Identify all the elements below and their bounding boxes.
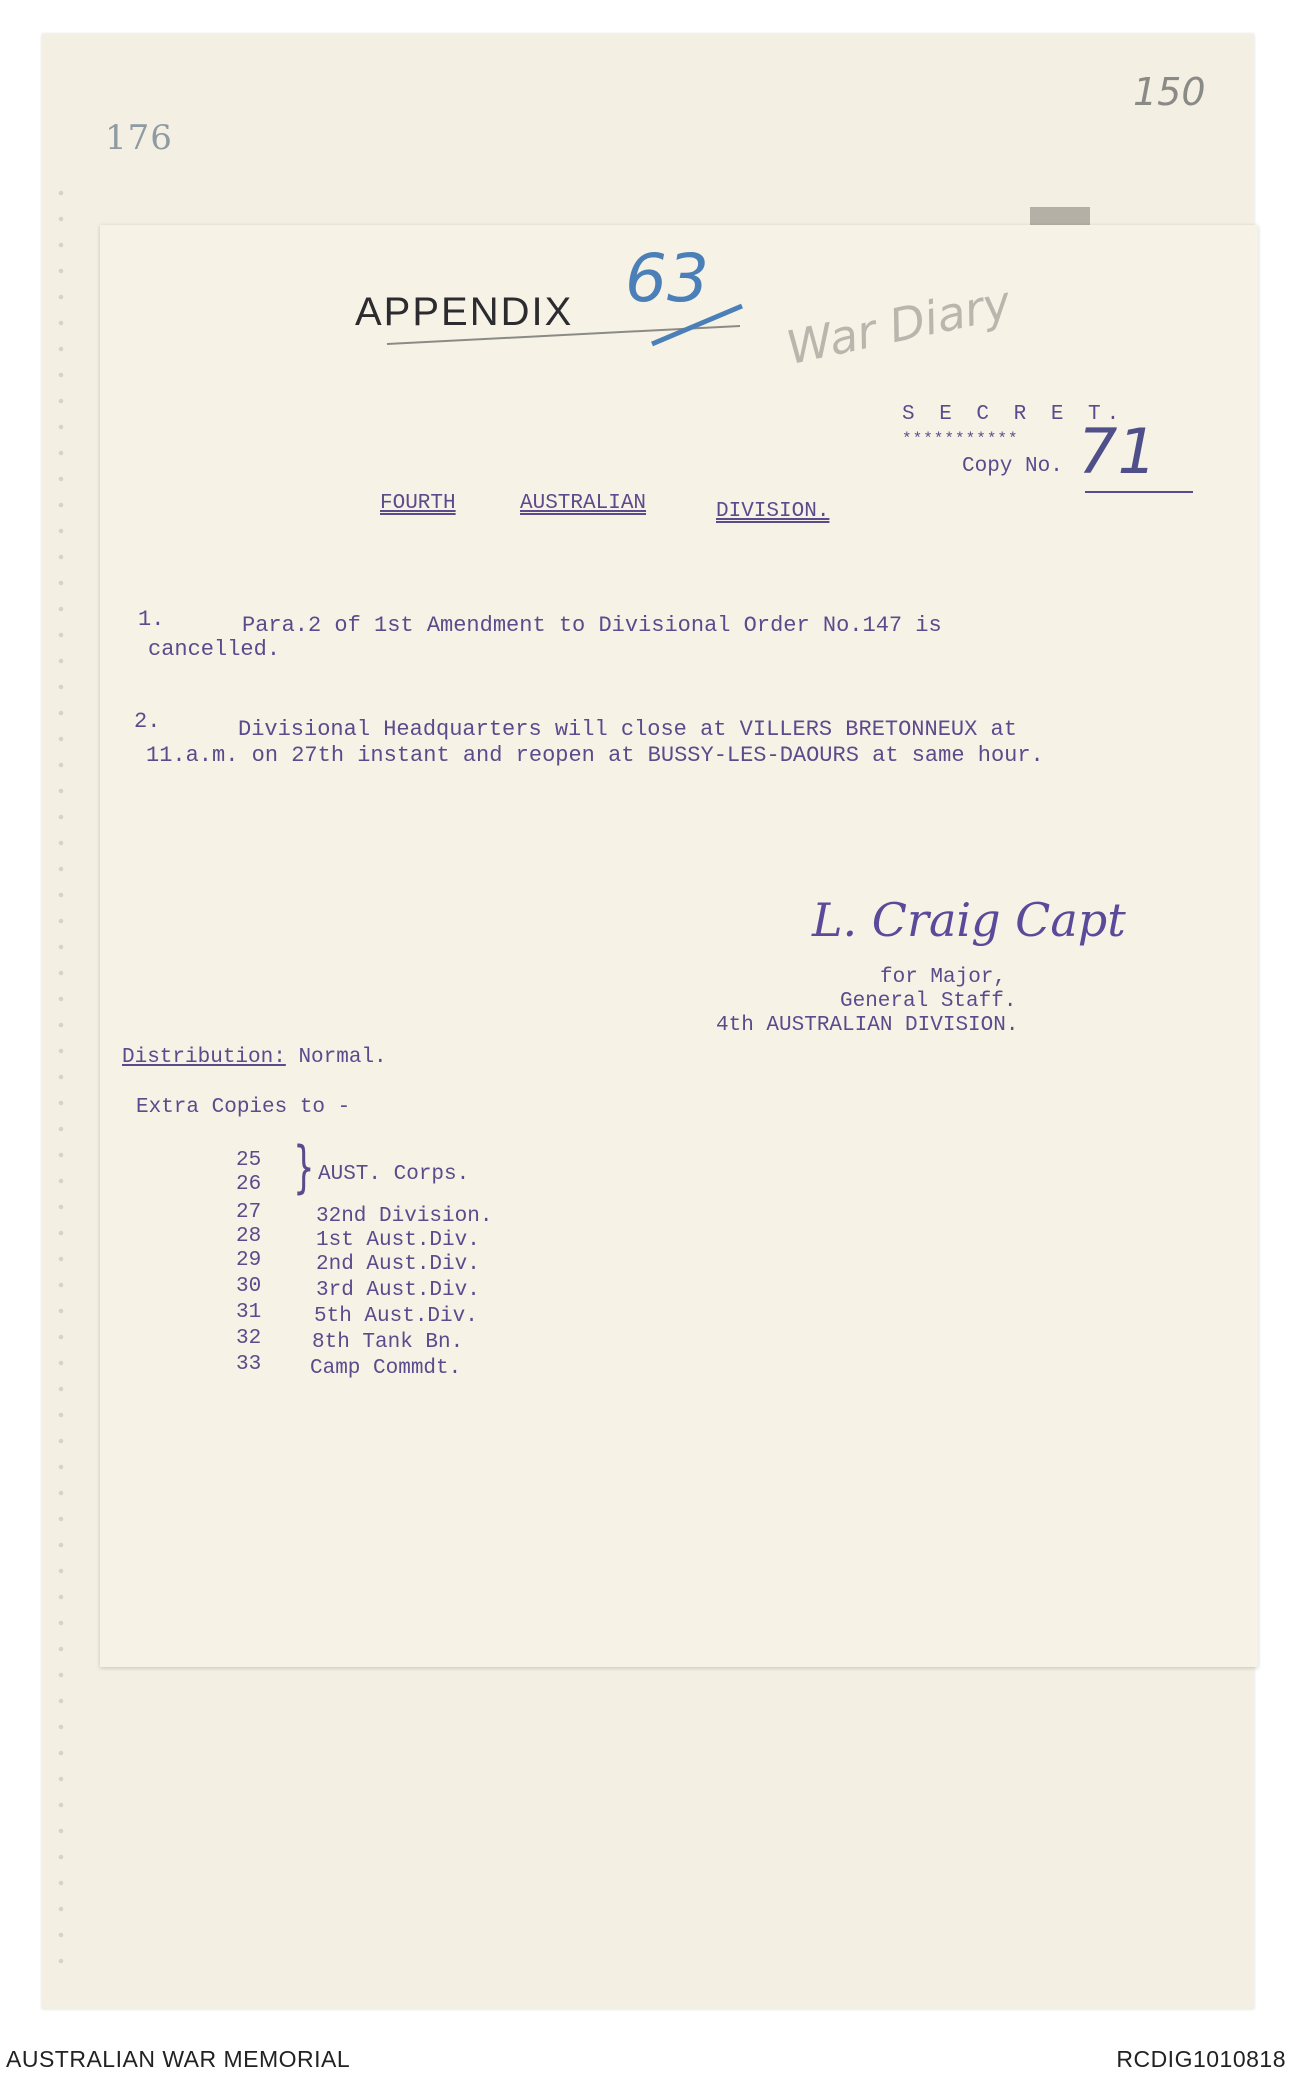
copy-row-28-num: 28 (236, 1225, 262, 1248)
copy-row-33-num: 33 (236, 1353, 262, 1376)
copy-number-line (1085, 488, 1195, 496)
paragraph-1-line-1: Para.2 of 1st Amendment to Divisional Order No.147 is (242, 613, 942, 638)
classification: S E C R E T. (902, 403, 1126, 426)
folio-number: 150 (1133, 70, 1206, 114)
copy-row-32-num: 32 (236, 1327, 262, 1350)
copy-row-32-dest: 8th Tank Bn. (312, 1331, 464, 1354)
signature-division: 4th AUSTRALIAN DIVISION. (716, 1014, 1019, 1037)
copy-row-29-num: 29 (236, 1249, 262, 1272)
copy-row-26-dest: AUST. Corps. (318, 1163, 470, 1186)
title-word-fourth: FOURTH (380, 492, 456, 515)
signature-staff: General Staff. (840, 990, 1017, 1013)
copy-row-30-num: 30 (236, 1275, 262, 1298)
war-diary-pencil-note: War Diary (781, 274, 1016, 376)
brace-25-26: } (293, 1135, 315, 1200)
distribution-value: Normal. (298, 1046, 387, 1069)
copy-row-31-num: 31 (236, 1301, 262, 1324)
paragraph-2-line-2: 11.a.m. on 27th instant and reopen at BUSSY-LES-DAOURS at same hour. (146, 743, 1044, 768)
signature-for-major: for Major, (880, 966, 1007, 989)
distribution-line (122, 1046, 387, 1069)
appendix-number: 63 (625, 240, 709, 317)
copy-row-25-num: 25 (236, 1149, 262, 1172)
copy-row-27-num: 27 (236, 1201, 262, 1224)
footer-record-id: RCDIG1010818 (1116, 2046, 1286, 2072)
classification-underline: *********** (902, 430, 1019, 448)
copy-row-28-dest: 1st Aust.Div. (316, 1229, 480, 1252)
footer-institution: AUSTRALIAN WAR MEMORIAL (6, 2046, 351, 2072)
copy-number: 71 (1078, 415, 1157, 488)
distribution-label: Distribution: (122, 1046, 286, 1069)
paragraph-1-number: 1. (138, 607, 165, 632)
appendix-stamp: APPENDIX (355, 290, 574, 334)
handwritten-signature: L. Craig Capt (812, 893, 1126, 947)
copy-row-30-dest: 3rd Aust.Div. (316, 1279, 480, 1302)
copy-row-27-dest: 32nd Division. (316, 1205, 493, 1228)
extra-copies-label: Extra Copies to - (136, 1096, 351, 1119)
archive-stamp-number: 176 (105, 118, 173, 158)
perforated-edge (58, 180, 64, 1980)
paragraph-2-line-1: Divisional Headquarters will close at VILLERS BRETONNEUX at (238, 717, 1017, 742)
title-word-division: DIVISION. (716, 500, 830, 523)
copy-row-26-num: 26 (236, 1173, 262, 1196)
title-word-australian: AUSTRALIAN (520, 492, 647, 515)
copy-row-33-dest: Camp Commdt. (310, 1357, 462, 1380)
paragraph-1-line-2: cancelled. (148, 637, 281, 662)
paragraph-2-number: 2. (134, 709, 161, 734)
copy-row-29-dest: 2nd Aust.Div. (316, 1253, 480, 1276)
copy-row-31-dest: 5th Aust.Div. (314, 1305, 478, 1328)
appendix-number-strike (648, 300, 748, 350)
copy-label: Copy No. (962, 455, 1063, 478)
